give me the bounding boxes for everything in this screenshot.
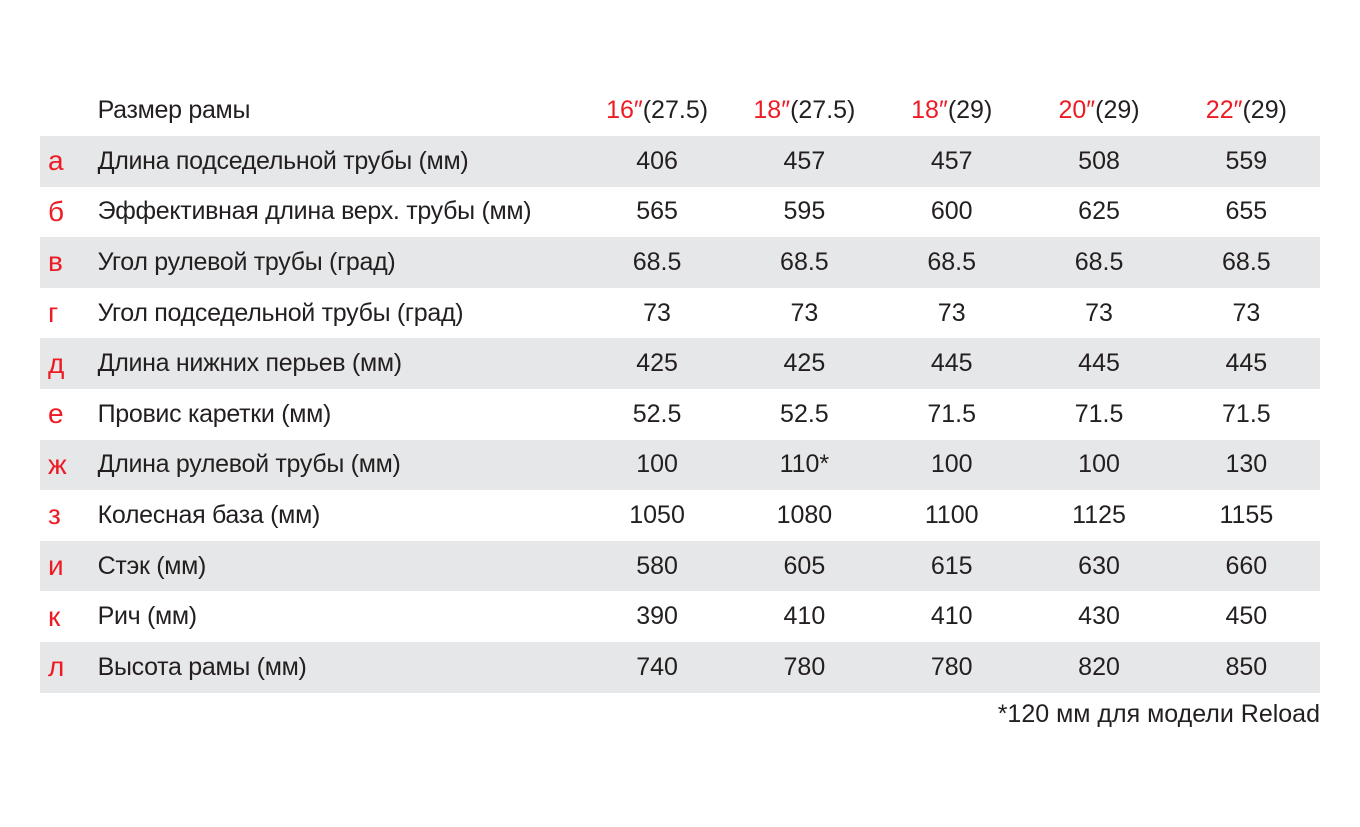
row-value: 615 (930, 551, 973, 580)
size-header-5 (1173, 96, 1320, 125)
row-value: 508 (1078, 146, 1120, 175)
size-frame: 18″ (911, 95, 948, 124)
row-value: 1050 (629, 500, 685, 529)
row-label: Длина подседельной трубы (мм) (97, 146, 469, 175)
table-row (40, 490, 1320, 541)
row-value: 820 (1078, 652, 1120, 681)
size-header-1 (583, 96, 730, 125)
row-value: 71.5 (927, 399, 977, 428)
row-value: 1125 (1072, 500, 1126, 529)
row-label: Высота рамы (мм) (97, 652, 307, 681)
row-label: Длина нижних перьев (мм) (97, 349, 402, 378)
table-body (40, 136, 1320, 693)
row-value: 68.5 (780, 247, 829, 276)
header-row (40, 84, 1320, 136)
table-row (40, 136, 1320, 187)
row-value: 457 (783, 146, 826, 175)
row-value: 73 (1085, 298, 1113, 327)
row-label: Рич (мм) (97, 602, 197, 631)
row-value: 450 (1225, 602, 1268, 631)
table-row (40, 440, 1320, 491)
row-value: 595 (783, 197, 826, 226)
row-letter: з (48, 499, 61, 531)
row-value: 68.5 (1222, 247, 1271, 276)
footnote: *120 мм для модели Reload (997, 700, 1320, 728)
size-frame: 16″ (606, 95, 643, 124)
row-value: 445 (1225, 349, 1268, 378)
row-value: 655 (1225, 197, 1268, 226)
row-value: 73 (643, 298, 671, 327)
table-row (40, 591, 1320, 642)
size-header-4 (1025, 96, 1172, 125)
size-wheel: (29) (1242, 95, 1287, 124)
row-value: 565 (636, 197, 678, 226)
table-row (40, 338, 1320, 389)
row-value: 430 (1078, 602, 1120, 631)
row-letter: а (48, 145, 64, 177)
row-value: 410 (783, 602, 826, 631)
row-value: 780 (930, 652, 973, 681)
row-letter: е (48, 398, 64, 430)
frame-size-label: Размер рамы (97, 95, 251, 124)
row-value: 425 (636, 349, 678, 378)
row-value: 52.5 (632, 399, 682, 428)
size-frame: 18″ (753, 95, 791, 124)
row-letter: д (48, 347, 65, 379)
row-value: 559 (1225, 146, 1268, 175)
table-row (40, 237, 1320, 288)
row-value: 406 (636, 146, 678, 175)
size-wheel: (27.5) (642, 95, 709, 124)
row-value: 100 (636, 450, 678, 479)
row-letter: в (48, 246, 63, 278)
size-header-3 (878, 96, 1025, 125)
row-value: 660 (1225, 551, 1268, 580)
row-value: 71.5 (1074, 399, 1124, 428)
row-value: 68.5 (632, 247, 682, 276)
row-value: 130 (1225, 450, 1268, 479)
row-letter: б (48, 195, 65, 227)
row-letter: к (48, 600, 61, 632)
row-label: Колесная база (мм) (97, 500, 320, 529)
row-value: 73 (937, 298, 966, 327)
size-wheel: (27.5) (790, 95, 856, 124)
row-label: Длина рулевой трубы (мм) (97, 450, 401, 479)
row-value: 110* (779, 450, 830, 479)
row-label: Эффективная длина верх. трубы (мм) (97, 197, 532, 226)
size-wheel: (29) (947, 95, 993, 124)
row-value: 445 (930, 349, 973, 378)
table-row (40, 187, 1320, 238)
row-label: Угол подседельной трубы (град) (97, 298, 464, 327)
row-value: 425 (783, 349, 826, 378)
row-letter: ж (48, 448, 67, 480)
row-value: 1080 (776, 500, 833, 529)
row-value: 445 (1078, 349, 1120, 378)
size-frame: 22″ (1205, 95, 1243, 124)
row-value: 73 (1232, 298, 1261, 327)
geometry-table (40, 84, 1320, 693)
row-letter: и (48, 550, 64, 582)
table-row (40, 541, 1320, 592)
row-letter: г (48, 297, 59, 329)
size-header-2 (731, 96, 878, 125)
row-value: 780 (783, 652, 826, 681)
row-value: 52.5 (780, 399, 829, 428)
row-value: 740 (636, 652, 678, 681)
row-value: 100 (930, 450, 973, 479)
row-value: 68.5 (1074, 247, 1124, 276)
row-value: 100 (1078, 450, 1120, 479)
row-value: 73 (790, 298, 819, 327)
row-label: Провис каретки (мм) (97, 399, 332, 428)
row-value: 600 (930, 197, 973, 226)
row-value: 630 (1078, 551, 1120, 580)
row-value: 68.5 (927, 247, 977, 276)
row-value: 457 (930, 146, 973, 175)
row-letter: л (48, 651, 65, 683)
row-label: Стэк (мм) (97, 551, 207, 580)
size-wheel: (29) (1095, 95, 1140, 124)
row-value: 1155 (1219, 500, 1274, 529)
table-row (40, 389, 1320, 440)
row-value: 410 (930, 602, 973, 631)
row-value: 390 (636, 602, 678, 631)
size-frame: 20″ (1058, 95, 1096, 124)
table-row (40, 642, 1320, 693)
row-label: Угол рулевой трубы (град) (97, 247, 396, 276)
row-value: 1100 (924, 500, 979, 529)
row-value: 71.5 (1222, 399, 1271, 428)
row-value: 625 (1078, 197, 1120, 226)
table-row (40, 288, 1320, 339)
row-value: 580 (636, 551, 678, 580)
row-value: 605 (783, 551, 826, 580)
row-value: 850 (1225, 652, 1268, 681)
